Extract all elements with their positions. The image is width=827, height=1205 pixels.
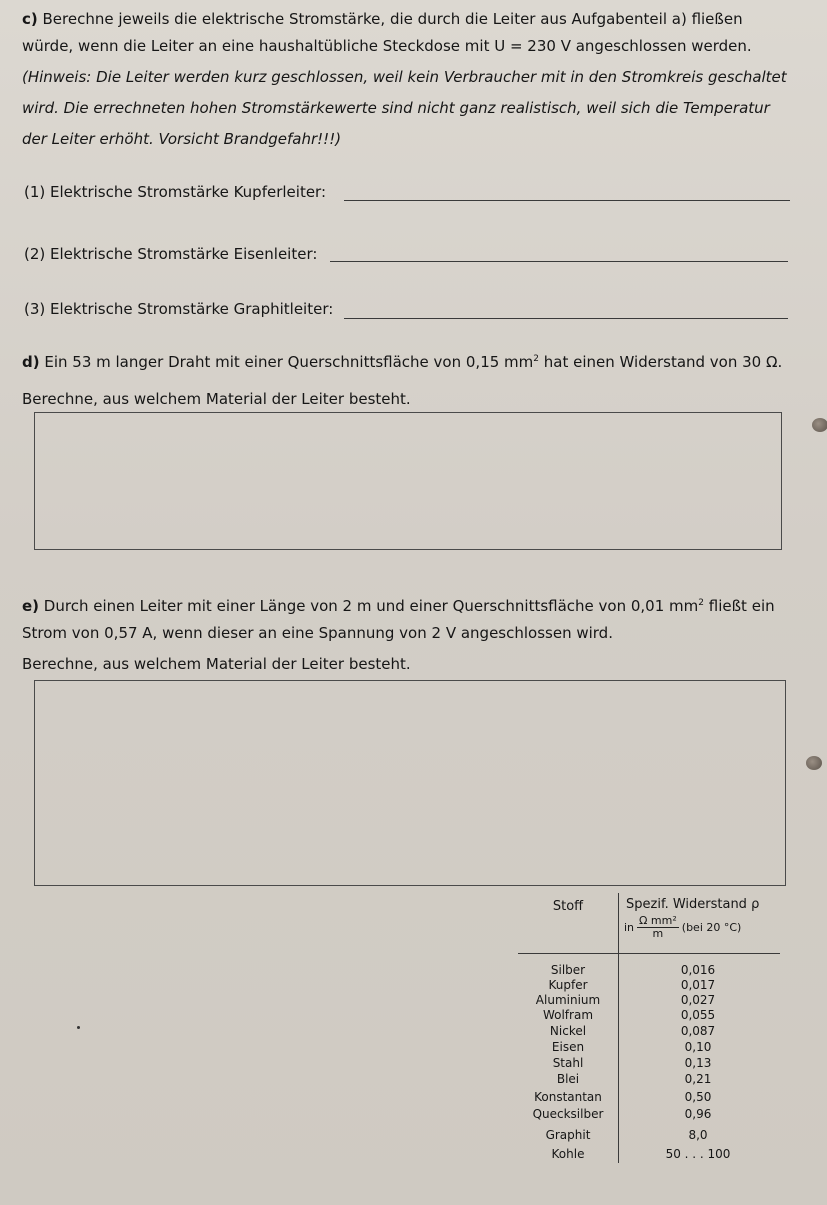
task-c-hint-line-3: der Leiter erhöht. Vorsicht Brandgefahr!!!) xyxy=(22,130,342,148)
table-row xyxy=(518,963,780,978)
table-header-divider xyxy=(518,953,780,954)
pin-icon xyxy=(806,756,822,770)
answer-line-graphite[interactable] xyxy=(344,318,788,319)
task-e-text-1: Durch einen Leiter mit einer Länge von 2 m und einer Querschnittsfläche von 0,01 mm xyxy=(39,597,699,615)
answer-line-copper[interactable] xyxy=(344,200,790,201)
table-cell-value: 0,96 xyxy=(684,1107,712,1121)
task-c-line-1 xyxy=(22,6,812,32)
table-cell-value: 0,21 xyxy=(684,1072,712,1086)
task-d-sup: 2 xyxy=(533,354,540,364)
table-cell-value: 50 . . . 100 xyxy=(665,1147,731,1161)
table-cell-material: Nickel xyxy=(549,1024,587,1038)
unit-denominator: m xyxy=(652,927,664,940)
table-row xyxy=(518,1040,780,1055)
task-e-line-1 xyxy=(22,590,812,619)
table-cell-material: Blei xyxy=(556,1072,580,1086)
speck xyxy=(77,1026,80,1029)
table-cell-material: Aluminium xyxy=(535,993,601,1007)
task-e-text-2: fließt ein xyxy=(704,597,775,615)
answer-row-graphite: (3) Elektrische Stromstärke Graphitleiter: xyxy=(24,300,334,318)
answer-row-iron: (2) Elektrische Stromstärke Eisenleiter: xyxy=(24,245,318,263)
unit-numerator: Ω mm² xyxy=(639,914,677,927)
task-e-line-3: Berechne, aus welchem Material der Leiter besteht. xyxy=(22,655,411,673)
table-cell-value: 0,016 xyxy=(680,963,716,977)
task-e-sup: 2 xyxy=(698,598,704,608)
task-c-label: c) xyxy=(22,10,38,28)
table-header-resistivity: Spezif. Widerstand ρ xyxy=(626,897,760,912)
table-row xyxy=(518,1090,780,1105)
table-cell-value: 8,0 xyxy=(688,1128,708,1142)
task-d-text-1: Ein 53 m langer Draht mit einer Querschnittsfläche von 0,15 mm xyxy=(39,353,534,371)
table-cell-material: Konstantan xyxy=(534,1090,602,1104)
pin-icon xyxy=(812,418,827,432)
table-cell-material: Eisen xyxy=(551,1040,585,1054)
table-cell-material: Stahl xyxy=(552,1056,584,1070)
table-cell-value: 0,027 xyxy=(680,993,716,1007)
table-cell-material: Graphit xyxy=(545,1128,591,1142)
answer-box-d[interactable] xyxy=(34,412,782,550)
table-cell-material: Silber xyxy=(550,963,586,977)
unit-prefix: in xyxy=(624,921,635,934)
table-cell-value: 0,10 xyxy=(684,1040,712,1054)
answer-box-e[interactable] xyxy=(34,680,786,886)
task-d-label: d) xyxy=(22,353,40,371)
task-e-line-2: Strom von 0,57 A, wenn dieser an eine Spannung von 2 V angeschlossen wird. xyxy=(22,624,613,642)
task-d-text-2: hat einen Widerstand von 30 Ω. xyxy=(539,353,783,371)
table-header-material: Stoff xyxy=(552,899,584,914)
table-cell-value: 0,13 xyxy=(684,1056,712,1070)
table-cell-value: 0,055 xyxy=(680,1008,716,1022)
table-row xyxy=(518,1008,780,1023)
table-cell-material: Kupfer xyxy=(548,978,588,992)
table-header-unit xyxy=(624,915,741,940)
table-cell-material: Kohle xyxy=(551,1147,585,1161)
table-cell-value: 0,017 xyxy=(680,978,716,992)
task-d-line-2: Berechne, aus welchem Material der Leiter besteht. xyxy=(22,390,411,408)
table-cell-material: Wolfram xyxy=(542,1008,594,1022)
table-row xyxy=(518,978,780,993)
table-row xyxy=(518,993,780,1008)
resistivity-table xyxy=(518,893,780,1163)
table-cell-value: 0,087 xyxy=(680,1024,716,1038)
table-row xyxy=(518,1128,780,1143)
table-row xyxy=(518,1147,780,1162)
unit-suffix: (bei 20 °C) xyxy=(681,921,742,934)
unit-fraction xyxy=(637,915,679,940)
table-row xyxy=(518,1024,780,1039)
task-c-line-2: würde, wenn die Leiter an eine haushaltübliche Steckdose mit U = 230 V angeschlossen werden. xyxy=(22,37,752,55)
table-row xyxy=(518,1107,780,1122)
answer-row-copper: (1) Elektrische Stromstärke Kupferleiter: xyxy=(24,183,327,201)
table-row xyxy=(518,1072,780,1087)
table-cell-value: 0,50 xyxy=(684,1090,712,1104)
task-d-line-1 xyxy=(22,346,812,375)
task-e-label: e) xyxy=(22,597,40,615)
task-c-text-1: Berechne jeweils die elektrische Stromstärke, die durch die Leiter aus Aufgabenteil a) fließen xyxy=(37,10,743,28)
table-row xyxy=(518,1056,780,1071)
table-cell-material: Quecksilber xyxy=(532,1107,604,1121)
answer-line-iron[interactable] xyxy=(330,261,788,262)
task-c-hint-line-2: wird. Die errechneten hohen Stromstärkewerte sind nicht ganz realistisch, weil sich die Temperatur xyxy=(22,99,770,117)
task-c-hint-line-1: (Hinweis: Die Leiter werden kurz geschlossen, weil kein Verbraucher mit in den Stromkreis geschaltet xyxy=(22,68,787,86)
